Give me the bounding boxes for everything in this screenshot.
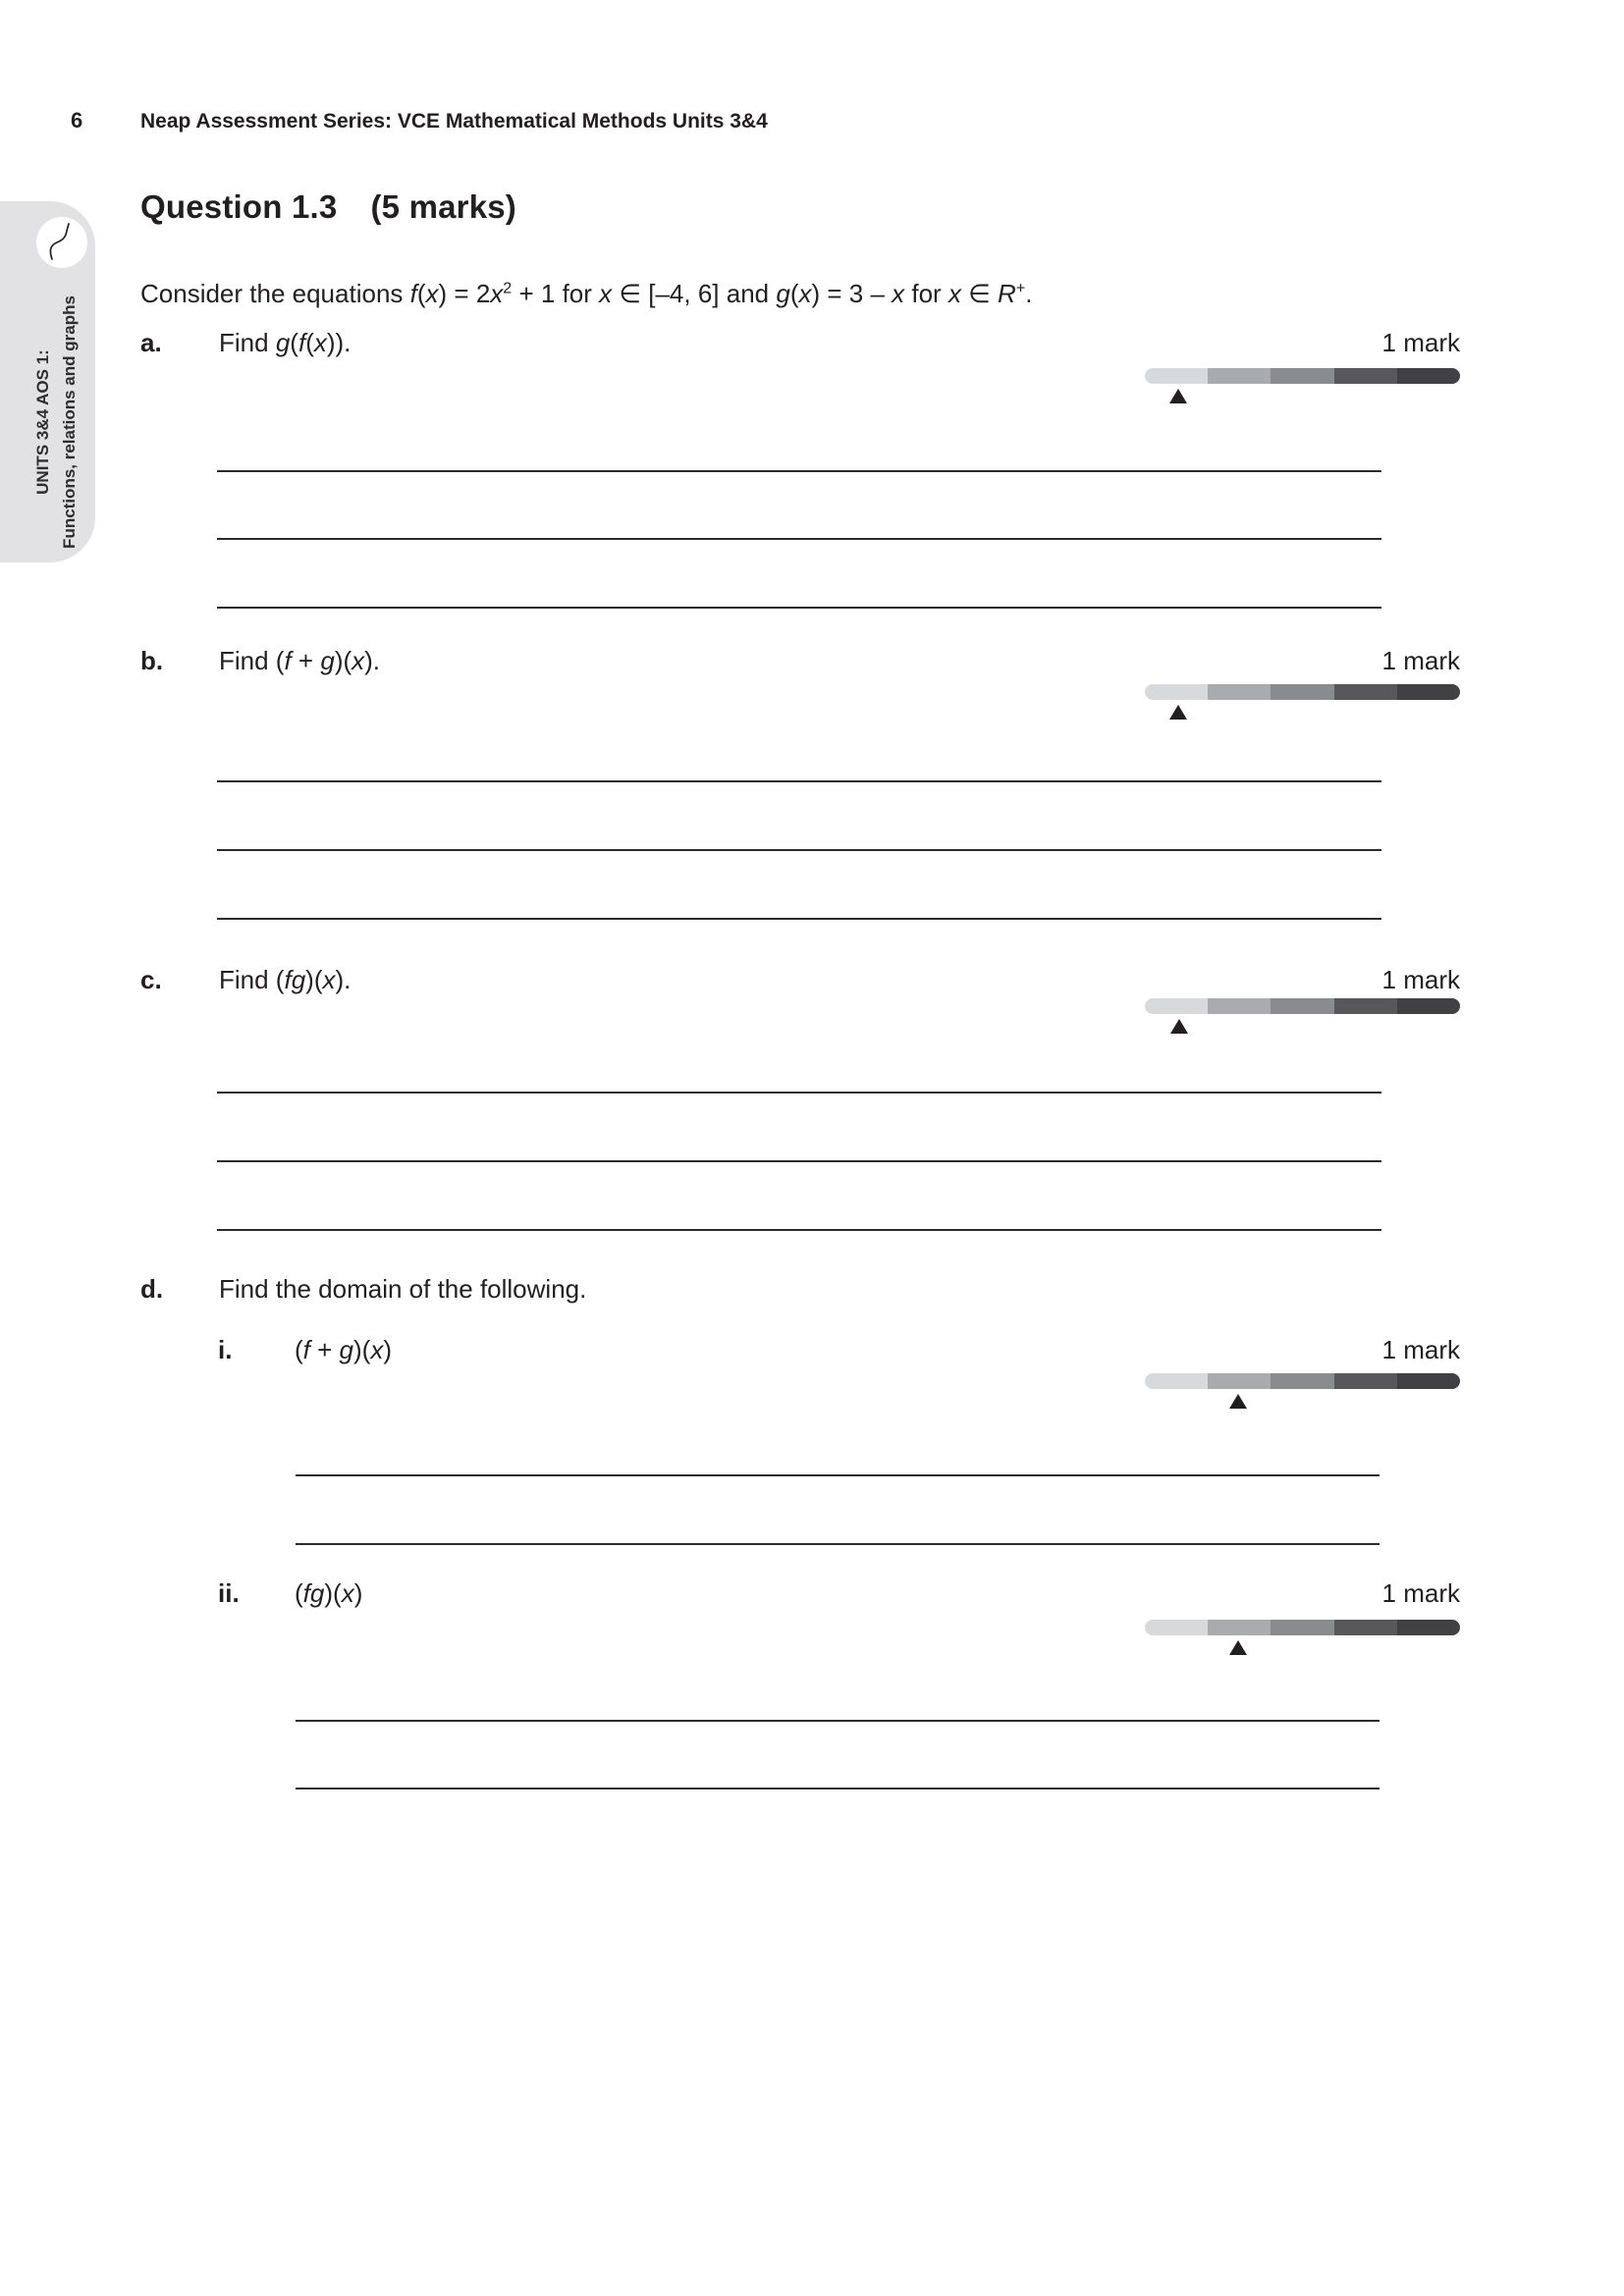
difficulty-bar-segments — [1145, 1620, 1460, 1635]
part-d-i-marks: 1 mark — [1381, 1335, 1460, 1364]
answer-line — [217, 1160, 1381, 1162]
answer-line — [296, 1543, 1380, 1545]
answer-line — [217, 1092, 1381, 1094]
sidebar-topic-line: Functions, relations and graphs — [60, 295, 80, 549]
difficulty-bar-segments — [1145, 1373, 1460, 1389]
difficulty-pointer-icon — [1229, 1640, 1247, 1655]
answer-line — [217, 538, 1381, 540]
answer-line — [217, 1229, 1381, 1231]
sidebar-unit-label — [29, 275, 84, 569]
part-d-i-text: (f + g)(x) — [295, 1335, 393, 1364]
answer-line — [217, 607, 1381, 609]
part-d-text: Find the domain of the following. — [219, 1274, 587, 1304]
header-title: Neap Assessment Series: VCE Mathematical Methods Units 3&4 — [140, 110, 768, 133]
difficulty-pointer-icon — [1169, 705, 1187, 720]
difficulty-bar-segments — [1145, 998, 1460, 1014]
part-d-i-label: i. — [218, 1335, 233, 1364]
page-number: 6 — [71, 108, 83, 133]
part-d-ii-text: (fg)(x) — [295, 1578, 363, 1608]
answer-line — [217, 470, 1381, 472]
difficulty-pointer-icon — [1170, 1019, 1188, 1034]
part-c-text: Find (fg)(x). — [219, 965, 352, 994]
sidebar-unit-line: UNITS 3&4 AOS 1: — [33, 349, 52, 495]
question-intro: Consider the equations $f(x) = 2x^2 + 1$ for x ∈ [–4, 6] and g(x) = 3 – x for x ∈ R+. — [140, 279, 1033, 308]
part-a-marks: 1 mark — [1381, 328, 1460, 357]
part-d-ii-label: ii. — [218, 1578, 240, 1608]
difficulty-bar — [1145, 998, 1460, 1014]
difficulty-bar — [1145, 368, 1460, 384]
part-a-text: Find g(f(x)). — [219, 328, 352, 357]
part-c-label: c. — [140, 965, 162, 994]
part-a-label: a. — [140, 328, 162, 357]
function-curve-icon — [36, 217, 87, 268]
answer-line — [217, 918, 1381, 920]
part-b-marks: 1 mark — [1381, 646, 1460, 675]
difficulty-bar — [1145, 1373, 1460, 1389]
difficulty-pointer-icon — [1169, 389, 1187, 403]
answer-line — [296, 1720, 1380, 1722]
part-b-label: b. — [140, 646, 164, 675]
difficulty-bar-segments — [1145, 684, 1460, 700]
difficulty-bar — [1145, 1620, 1460, 1635]
part-c-marks: 1 mark — [1381, 965, 1460, 994]
part-d-ii-marks: 1 mark — [1381, 1578, 1460, 1608]
part-b-text: Find (f + g)(x). — [219, 646, 381, 675]
answer-line — [217, 780, 1381, 782]
answer-line — [296, 1474, 1380, 1476]
difficulty-pointer-icon — [1229, 1394, 1247, 1409]
answer-line — [217, 849, 1381, 851]
question-marks: (5 marks) — [370, 188, 516, 225]
answer-line — [296, 1788, 1380, 1789]
part-d-label: d. — [140, 1274, 164, 1304]
question-title: Question 1.3 — [140, 188, 338, 225]
question-heading — [140, 188, 516, 226]
difficulty-bar — [1145, 684, 1460, 700]
difficulty-bar-segments — [1145, 368, 1460, 384]
